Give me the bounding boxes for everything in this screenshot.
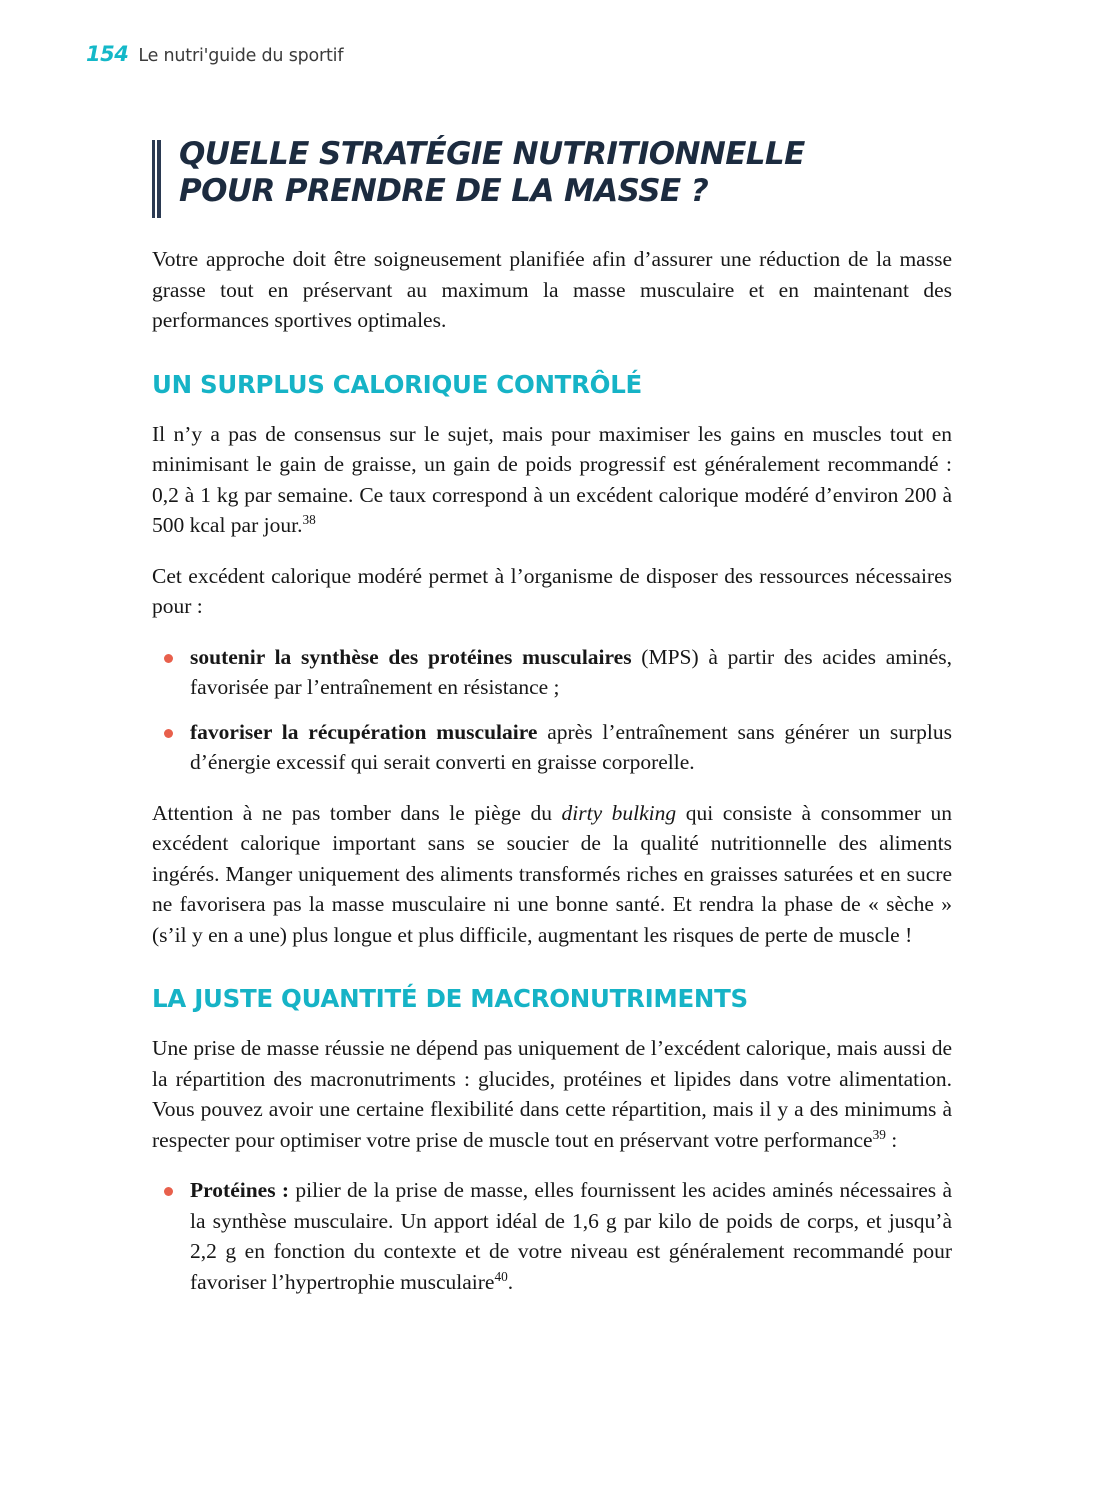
bullet-tail-text: .	[507, 1269, 514, 1294]
bullet-lead-text: Protéines :	[190, 1178, 290, 1203]
chapter-title-line-1: QUELLE STRATÉGIE NUTRITIONNELLE	[179, 136, 805, 172]
bullet-lead-text: soutenir la synthèse des protéines musculaires	[190, 644, 632, 669]
section-1-paragraph-2: Cet excédent calorique modéré permet à l’organisme de disposer des ressources nécessaires pour :	[152, 563, 952, 619]
section-heading-surplus-calorique: UN SURPLUS CALORIQUE CONTRÔLÉ	[152, 369, 642, 399]
list-item	[160, 717, 952, 778]
page-title	[179, 136, 805, 209]
footnote-marker-38: 38	[302, 511, 316, 527]
closing-text-italic-term: dirty bulking	[561, 800, 677, 825]
footnote-marker-40: 40	[494, 1268, 508, 1284]
section-1-paragraph-1-text: Il n’y a pas de consensus sur le sujet, mais pour maximiser les gains en muscles tout en minimisant le gain de graisse, un gain de poids progressif est généralement recommandé : 0,2 à 1 kg par semaine. Ce taux correspond à un excédent calorique modéré d’environ 200 à 500 kcal par jour.	[152, 421, 952, 538]
chapter-heading-block	[152, 136, 952, 218]
section-heading-macronutriments: LA JUSTE QUANTITÉ DE MACRONUTRIMENTS	[152, 984, 748, 1014]
bullet-lead-text: favoriser la récupération musculaire	[190, 719, 538, 744]
heading-rule-decoration	[152, 140, 161, 218]
section-1-closing-paragraph	[152, 798, 952, 951]
running-head-title: Le nutri'guide du sportif	[138, 46, 344, 66]
section-1-bullet-list	[152, 642, 952, 778]
footnote-marker-39: 39	[872, 1126, 886, 1142]
section-2-paragraph-1	[152, 1033, 952, 1155]
section-2-paragraph-1-text: Une prise de masse réussie ne dépend pas uniquement de l’excédent calorique, mais aussi de la répartition des macronutriments : glucides, protéines et lipides dans votre alimentation. Vous pouvez avoir une certaine flexibilité dans cette répartition, mais il y a des minimums à respecter pour optimiser votre prise de muscle tout en préservant votre performance	[152, 1036, 952, 1152]
list-item	[160, 642, 952, 703]
page-number: 154	[86, 42, 129, 66]
section-1-paragraph-1	[152, 419, 952, 541]
closing-text-before-italic: Attention à ne pas tomber dans le piège du	[152, 800, 562, 825]
bullet-rest-text: après l’entraînement sans générer un surplus d’énergie excessif qui serait converti en graisse corporelle.	[190, 719, 952, 775]
chapter-title-line-2: POUR PRENDRE DE LA MASSE ?	[179, 172, 709, 209]
list-item	[160, 1175, 952, 1297]
section-2-bullet-list	[152, 1175, 952, 1297]
intro-paragraph: Votre approche doit être soigneusement planifiée afin d’assurer une réduction de la masse grasse tout en préservant au maximum la masse musculaire et en maintenant des performances sportives optimales.	[152, 247, 952, 333]
bullet-rest-text: pilier de la prise de masse, elles fournissent les acides aminés nécessaires à la synthèse musculaire. Un apport idéal de 1,6 g par kilo de poids de corps, et jusqu’à 2,2 g en fonction du contexte et de votre niveau est généralement recommandé pour favoriser l’hypertrophie musculaire	[190, 1178, 952, 1294]
bullet-rest-text: (MPS) à partir des acides aminés, favorisée par l’entraînement en résistance ;	[190, 644, 953, 700]
content-column	[152, 136, 952, 1317]
section-2-paragraph-1-tail: :	[885, 1127, 898, 1152]
closing-text-after-italic: qui consiste à consommer un excédent calorique important sans se soucier de la qualité nutritionnelle des aliments ingérés. Manger uniquement des aliments transformés riches en graisses saturées et en sucre ne favorisera pas la masse musculaire ni une bonne santé. Et rendra la phase de « sèche » (s’il y en a une) plus longue et plus difficile, augmentant les risques de perte de muscle !	[152, 800, 952, 947]
running-head	[86, 42, 343, 66]
